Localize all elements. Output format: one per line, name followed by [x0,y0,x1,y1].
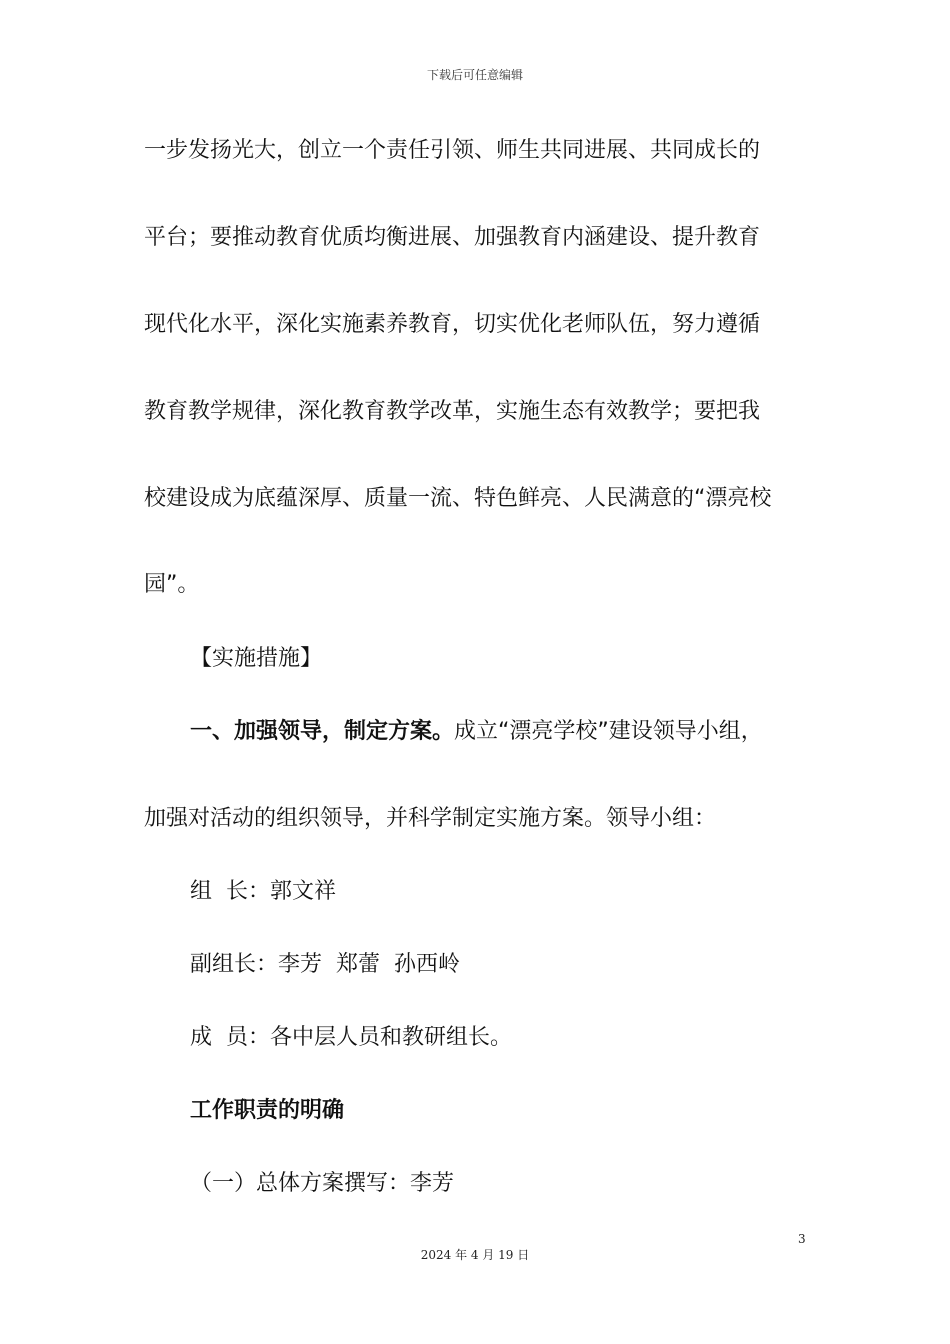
members-line: 成 员：各中层人员和教研组长。 [190,1025,512,1050]
body-line-6: 园”。 [144,572,200,597]
body-line-2: 平台；要推动教育优质均衡进展、加强教育内涵建设、提升教育 [144,225,761,250]
measure-one-title: 一、加强领导，制定方案。 [190,719,455,744]
duty-one-line: （一）总体方案撰写：李芳 [190,1171,455,1196]
body-line-5: 校建设成为底蕴深厚、质量一流、特色鲜亮、人民满意的“漂亮校 [144,486,772,511]
body-line-3: 现代化水平，深化实施素养教育，切实优化老师队伍，努力遵循 [144,312,761,337]
deputy-line: 副组长：李芳 郑蕾 孙西岭 [190,952,460,977]
section-heading: 【实施措施】 [190,646,323,671]
duties-heading: 工作职责的明确 [190,1098,345,1123]
measure-one-text: 成立“漂亮学校”建设领导小组， [454,719,763,744]
measure-one-paragraph [190,717,763,747]
page-number: 3 [798,1232,806,1246]
body-line-1: 一步发扬光大，创立一个责任引领、师生共同进展、共同成长的 [144,138,761,163]
page-header: 下载后可任意编辑 [426,68,523,82]
leader-line: 组 长：郭文祥 [190,879,336,904]
measure-one-continuation: 加强对活动的组织领导，并科学制定实施方案。领导小组： [144,806,717,831]
footer-date: 2024 年 4 月 19 日 [420,1248,530,1262]
body-line-4: 教育教学规律，深化教育教学改革，实施生态有效教学；要把我 [144,399,761,424]
